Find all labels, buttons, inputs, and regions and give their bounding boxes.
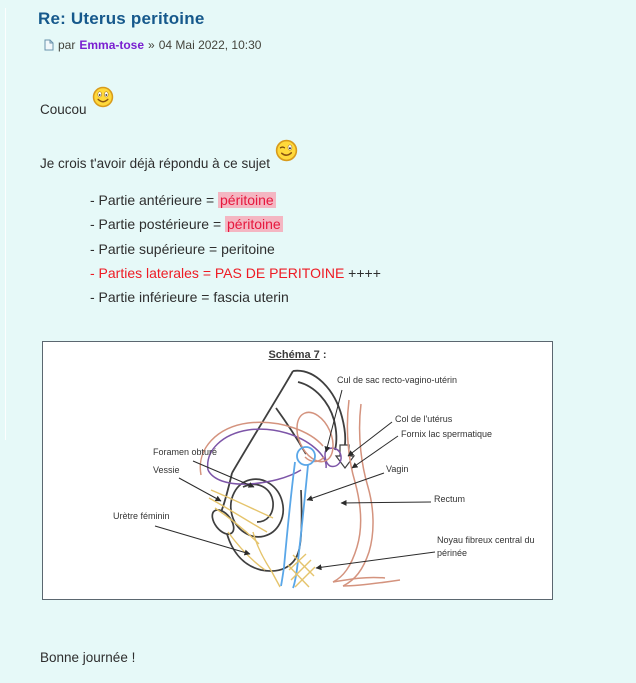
label-uretre: Urètre féminin xyxy=(113,511,170,521)
list-item xyxy=(90,188,381,212)
label-noyau-line2: périnée xyxy=(437,548,468,558)
label-vessie: Vessie xyxy=(153,465,180,475)
list-item xyxy=(90,212,381,236)
highlighted-term: péritoine xyxy=(220,192,274,208)
pelvic-bone-outline xyxy=(221,371,345,512)
anatomy-diagram xyxy=(42,341,553,600)
highlighted-term: péritoine xyxy=(227,216,281,233)
anatomy-drawing xyxy=(43,342,552,599)
diagram-heading-text: Schéma 7 xyxy=(268,349,320,361)
list-item-suffix: ++++ xyxy=(344,264,381,281)
list-item-text: - Partie antérieure = xyxy=(90,192,219,208)
label-leader-lines xyxy=(155,390,435,568)
byline-separator: » xyxy=(148,38,155,52)
label-vagin: Vagin xyxy=(386,464,409,474)
greeting-line xyxy=(40,86,114,117)
post-byline xyxy=(44,38,261,52)
winking-face-icon xyxy=(275,139,297,161)
list-item xyxy=(90,261,381,285)
list-item xyxy=(90,285,381,309)
label-col-uterus: Col de l'utérus xyxy=(395,414,453,424)
post-left-divider xyxy=(5,8,6,440)
list-item-text: - Partie postérieure = xyxy=(90,216,226,233)
closing-line: Bonne journée ! xyxy=(40,650,136,665)
answer-list xyxy=(90,188,381,309)
post-title: Re: Uterus peritoine xyxy=(38,9,205,28)
list-item xyxy=(90,237,381,261)
label-foramen: Foramen obturé xyxy=(153,447,218,457)
post-timestamp: 04 Mai 2022, 10:30 xyxy=(158,38,262,52)
byline-prefix: par xyxy=(58,38,76,52)
label-noyau-line1: Noyau fibreux central du xyxy=(437,535,535,545)
urethra-perineum-lines xyxy=(209,490,315,587)
label-fornix: Fornix lac spermatique xyxy=(401,429,493,439)
smiley-face-icon xyxy=(92,86,114,108)
diagram-heading-suffix: : xyxy=(319,349,327,361)
intro-line xyxy=(40,139,297,171)
list-item-text: - Partie inférieure = fascia uterin xyxy=(90,289,289,306)
document-icon xyxy=(44,39,54,51)
label-cul-de-sac: Cul de sac recto-vagino-utérin xyxy=(337,375,458,385)
greeting-text: Coucou xyxy=(40,102,87,117)
uterus-rectum-lines xyxy=(200,400,400,586)
list-item-text: - Partie supérieure = peritoine xyxy=(90,240,275,257)
author-link[interactable]: Emma-tose xyxy=(79,38,145,52)
label-rectum: Rectum xyxy=(434,494,466,504)
intro-text: Je crois t'avoir déjà répondu à ce sujet xyxy=(40,156,270,171)
list-item-red-text: - Parties laterales = PAS DE PERITOINE xyxy=(90,264,345,281)
